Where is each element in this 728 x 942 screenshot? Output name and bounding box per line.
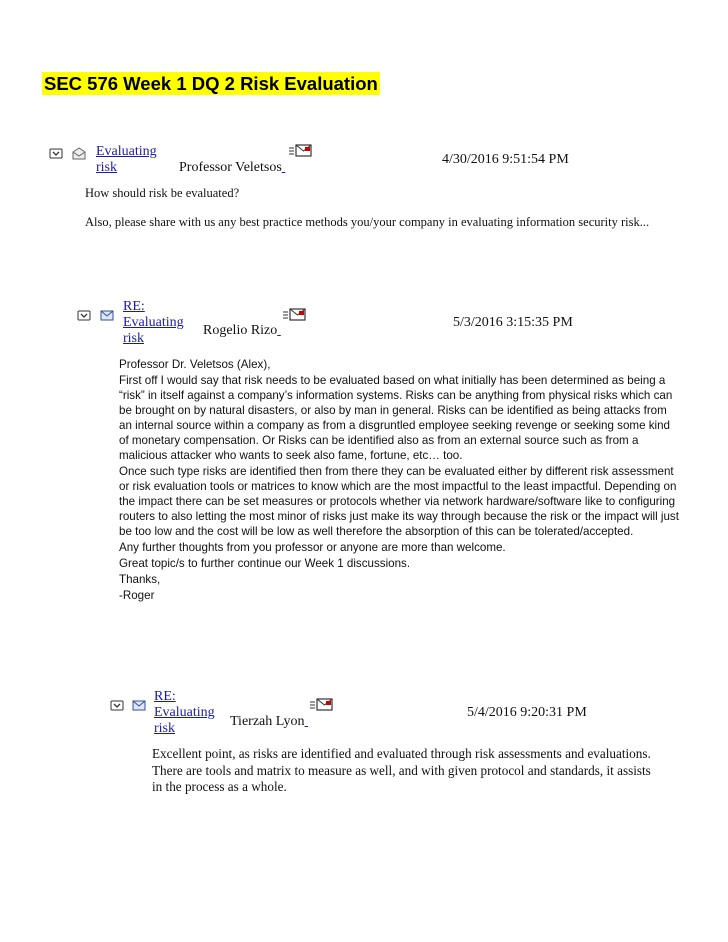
post-body-paragraph: Also, please share with us any best practice methods you/your company in evaluating information security risk... (85, 215, 650, 229)
reply-message-icon[interactable] (289, 143, 313, 159)
post-body (85, 184, 705, 242)
post-date: 4/30/2016 9:51:54 PM (442, 152, 569, 167)
post-body-paragraph: Great topic/s to further continue our Week 1 discussions. (119, 557, 411, 570)
post-author[interactable]: Tierzah Lyon (230, 714, 305, 729)
expand-toggle-icon[interactable] (49, 148, 63, 160)
post-subject-link[interactable]: RE: Evaluating risk (154, 689, 215, 736)
post-body (119, 357, 682, 604)
reply-message-icon[interactable] (310, 697, 334, 713)
post-body-paragraph: Any further thoughts from you professor or anyone are more than welcome. (119, 541, 506, 554)
post-author[interactable]: Professor Veletsos (179, 160, 282, 175)
post-body-paragraph: Excellent point, as risks are identified and evaluated through risk assessments and evaluations. There are tools and matrix to measure as well, and with given protocol and standards, it assists in the process as a whole. (152, 746, 651, 794)
post-date: 5/3/2016 3:15:35 PM (453, 315, 573, 330)
post-author[interactable]: Rogelio Rizo (203, 323, 278, 338)
unread-envelope-icon (132, 700, 146, 711)
reply-message-icon[interactable] (283, 307, 307, 323)
post-subject-link[interactable]: Evaluating risk (96, 144, 157, 175)
unread-envelope-icon (100, 310, 114, 321)
post-body-paragraph: -Roger (119, 589, 155, 602)
post-professor-veletsos (0, 0, 728, 240)
post-body-paragraph: First off I would say that risk needs to be evaluated based on what initially has been determined as being a “risk” in itself against a company’s information systems. Risks can be anything from physical risks which can be brought on by natural disasters, or also by man in general. Risks can be identified as being attacks from an internal source within a company as from a disgruntled employee seeking revenge or seeking some kind of monetary compensation. Or Risks can be identified also as from an external source such as from a malicious attacker who wants to seek also fame, fortune, etc… too. (119, 374, 673, 462)
post-body-paragraph: How should risk be evaluated? (85, 186, 240, 200)
post-date: 5/4/2016 9:20:31 PM (467, 705, 587, 720)
page-title: SEC 576 Week 1 DQ 2 Risk Evaluation (44, 73, 378, 94)
read-envelope-icon (71, 146, 87, 160)
post-body-paragraph: Thanks, (119, 573, 161, 586)
post-subject-link[interactable]: RE: Evaluating risk (123, 299, 184, 346)
post-body-paragraph: Once such type risks are identified then from there they can be evaluated either by different risk assessment or risk evaluation tools or matrices to know which are the most impactful to the least impactful. Depending on the impact there can be set measures or protocols whether via network hardware/software like to configuring routers to also letting the most minor of risks just make its way through because the risk or the impact will just be too low and the cost will be low as well therefore the absorption of this can be tolerated/accepted. (119, 465, 679, 538)
expand-toggle-icon[interactable] (77, 310, 91, 322)
post-body-paragraph: Professor Dr. Veletsos (Alex), (119, 358, 271, 371)
expand-toggle-icon[interactable] (110, 700, 124, 712)
post-body (152, 746, 662, 796)
